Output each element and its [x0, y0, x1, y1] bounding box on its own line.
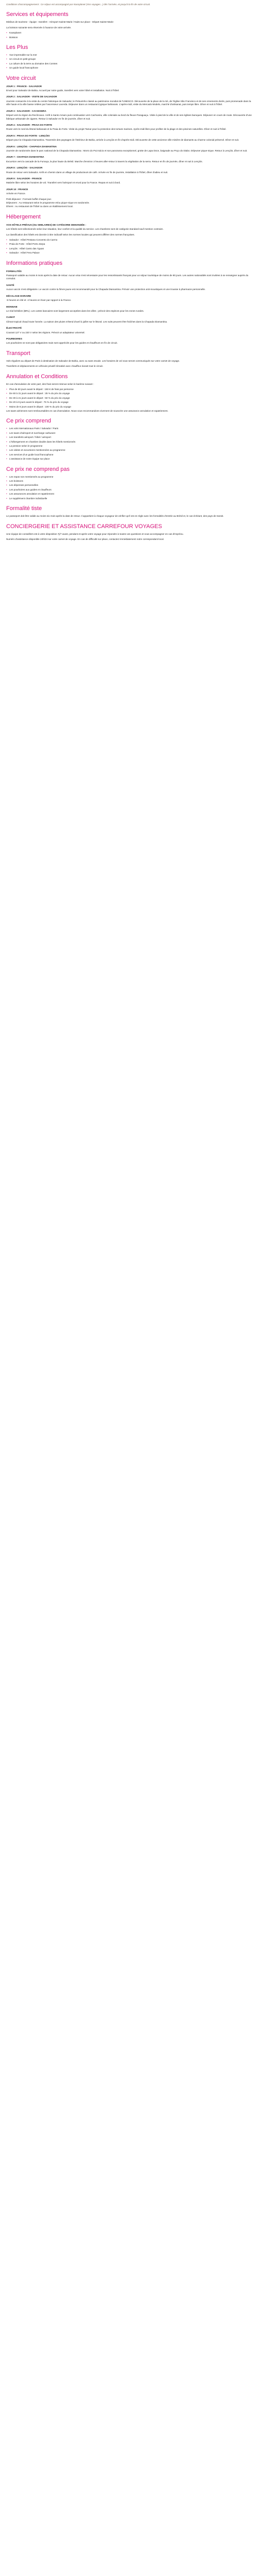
paragraph: La classification des hôtels est donnée à titre indicatif selon les normes locales qui peuvent différer des normes françaises. — [6, 233, 135, 236]
paragraph: Vols réguliers au départ de Paris à destination de Salvador de Bahia, avec ou sans escale. Les horaires de vol vous seront communiqués sur votre carnet de voyage. — [6, 359, 180, 362]
day-heading: JOUR 4 : SALVADOR - PRAIA DO FORTE — [6, 123, 52, 126]
meal-note: Petit déjeuner : Formule buffet chaque jour. — [6, 197, 52, 200]
list-item: • Le supplément chambre individuelle — [6, 497, 252, 500]
list-item: • De 20 à 8 jours avant le départ : 75 % du prix du voyage — [6, 401, 252, 404]
section-title: Informations pratiques — [6, 260, 62, 266]
list-item: • Les pourboires aux guides et chauffeurs — [6, 488, 252, 492]
paragraph: Numéro d'assistance disponible 24h/24 sur votre carnet de voyage. En cas de difficulté sur place, contactez immédiatement notre correspondant local. — [6, 537, 164, 540]
day-heading: JOUR 1 : FRANCE - SALVADOR — [6, 84, 42, 88]
day-text: Départ vers la région du Recôncavo. Arrêt à Santo Amaro puis continuation vers Cachoeira, ville coloniale au bord du fleuve Paraguaçu. Visite à pied de la ville et de ses églises baroques. Déjeuner en cours de route. Découverte d'une fabrique artisanale de cigares. Retour à Salvador en fin de journée, dîner et nuit. — [6, 114, 252, 120]
day-heading: JOUR 6 : LENÇÓIS - CHAPADA DIAMANTINA — [6, 145, 57, 148]
info-heading: POURBOIRES — [6, 337, 22, 340]
list-item: • Les boissons — [6, 480, 252, 483]
section-title: Votre circuit — [6, 75, 36, 81]
paragraph: Minibus de tourisme - équipe : transfert - Aéroport Sainte-Marie / Nuits sur place - Départ Sainte-Marie — [6, 21, 114, 24]
list-item: • Vue imprenable sur la mer — [6, 54, 252, 57]
list-item: • La pension selon le programme — [6, 445, 252, 448]
intro-text: Conditions d'accompagnement : Ce séjour est accompagné par Kaosplanet (Vos voyages...) dès l'arrivée, et jusqu'à la fin de votre circuit. — [6, 3, 151, 6]
list-item: • Les vols internationaux Paris / Salvador / Paris — [6, 427, 252, 430]
document-page — [0, 0, 258, 541]
info-heading: MONNAIE — [6, 305, 18, 308]
day-text: Route vers le nord du littoral bahianais et la Praia do Forte. Visite du projet Tamar pour la protection des tortues marines. Après-midi libre pour profiter de la plage et des piscines naturelles. Dîner et nuit à l'hôtel. — [6, 128, 227, 131]
info-text: Climat tropical chaud toute l'année. La saison des pluies s'étend d'avril à juillet sur le littoral. Les nuits peuvent être fraîches dans la Chapada Diamantina. — [6, 320, 168, 323]
meal-note: Déjeuners : Au restaurant selon le programme et/ou pique-nique en randonnée. — [6, 201, 90, 204]
day-heading: JOUR 5 : PRAIA DO FORTE - LENÇÓIS — [6, 134, 50, 137]
list-item: • Salvador : Hôtel Fera Palace — [6, 251, 252, 255]
list-item: • Plus de 60 jours avant le départ : 150 € de frais par personne — [6, 388, 252, 391]
info-text: Les pourboires ne sont pas obligatoires mais sont appréciés pour les guides et chauffeurs en fin de circuit. — [6, 342, 118, 345]
day-text: Matinée libre selon les horaires de vol. Transfert vers l'aéroport et envol pour la France. Repas et nuit à bord. — [6, 181, 121, 184]
info-heading: CLIMAT — [6, 316, 15, 319]
day-heading: JOUR 7 : CHAPADA DIAMANTINA — [6, 156, 44, 159]
day-text: Excursion vers la cascade de la Fumaça, la plus haute du Brésil. Marche d'environ 3 heures aller-retour à travers la végétation de la serra. Retour en fin de journée, dîner et nuit à Lençóis. — [6, 160, 203, 163]
paragraph: Le passeport doit être valide au moins six mois après la date de retour. Il appartient à chaque voyageur de vérifier qu'il est en règle avec les formalités d'entrée au Brésil et, le cas échéant, des pays de transit. — [6, 515, 224, 518]
list-item: • Les dépenses personnelles — [6, 484, 252, 487]
section-title: Transport — [6, 350, 30, 357]
paragraph: Les taxes aériennes sont remboursables en cas d'annulation. Nous vous recommandons vivement de souscrire une assurance annulation et rapatriement. — [6, 410, 168, 412]
list-item: • Praia do Forte : Hôtel Porto Zarpa — [6, 243, 252, 246]
list-item: • Les transferts aéroport / hôtel / aéroport — [6, 436, 252, 439]
paragraph: En cas d'annulation de votre part, des frais seront retenus selon le barème suivant : — [6, 382, 94, 385]
info-text: Passeport valable au moins 6 mois après la date de retour. Aucun visa n'est nécessaire pour les ressortissants français pour un séjour touristique de moins de 90 jours. Les autres nationalités sont invitées à se renseigner auprès du consulat. — [6, 274, 249, 280]
list-item: • Les repas non mentionnés au programme — [6, 476, 252, 479]
day-text: Départ pour la Chapada Diamantina. Traversée des paysages de l'intérieur de Bahia, arrivée à Lençóis en fin d'après-midi. Découverte de cette ancienne ville minière de diamants au charme colonial préservé. Dîner et nuit. — [6, 139, 239, 142]
paragraph: Une équipe de conseillers est à votre disposition 7j/7 avant, pendant et après votre voyage pour répondre à toutes vos questions et vous accompagner en cas d'imprévu. — [6, 532, 184, 535]
day-heading: JOUR 8 : LENÇÓIS - SALVADOR — [6, 166, 43, 170]
day-text: Arrivée en France. — [6, 192, 26, 195]
section-title: Formalité tiste — [6, 505, 42, 512]
day-text: Journée de randonnée dans le parc national de la Chapada Diamantina : Morro do Pai Inácio et son panorama exceptionnel, grotte de Lapa Doce, baignade au Poço do Diabo. Déjeuner pique-nique. Retour à Lençóis, dîner et nuit. — [6, 149, 248, 152]
paragraph: Transferts et déplacements en véhicule privatif climatisé avec chauffeur durant tout le circuit. — [6, 365, 103, 368]
list-item: • L'hébergement en chambre double dans les hôtels mentionnés — [6, 440, 252, 444]
section-title: Hébergement — [6, 213, 41, 220]
list-item: • De 30 à 21 jours avant le départ : 50 % du prix du voyage — [6, 397, 252, 400]
info-text: Le réal brésilien (BRL). Les cartes bancaires sont largement acceptées dans les villes ; prévoir des espèces pour les zones rurales. — [6, 309, 144, 312]
list-item: • Les services d'un guide local francophone — [6, 453, 252, 456]
section-title: Les Plus — [6, 44, 28, 51]
list-item: • La culture de la terre au domaine des Comtes — [6, 62, 252, 65]
list-item: • Les assurances annulation et rapatriement — [6, 493, 252, 496]
list-item: • Boisson — [6, 36, 252, 39]
info-heading: DÉCALAGE HORAIRE — [6, 294, 31, 297]
info-text: Courant 127 V ou 220 V selon les régions. Prévoir un adaptateur universel. — [6, 331, 85, 334]
info-heading: FORMALITÉS — [6, 269, 22, 273]
info-heading: SANTÉ — [6, 283, 14, 286]
day-text: Journée consacrée à la visite du centre historique de Salvador, le Pelourinho classé au patrimoine mondial de l'UNESCO. Découverte de la place de la Sé, de l'église São Francisco et de ses ornements dorés, puis promenade dans la ville haute et la ville basse reliées par l'ascenseur Lacerda. Déjeuner dans un restaurant typique bahianais. L'après-midi, visite du Mercado Modelo, marché d'artisanat, puis temps libre. Dîner et nuit à l'hôtel. — [6, 99, 251, 106]
list-item: • Un guide local francophone — [6, 66, 252, 70]
info-text: -5 heures en été et -4 heures en hiver par rapport à la France. — [6, 299, 72, 302]
sections-container — [6, 11, 252, 541]
section-subtitle: VOS HÔTELS PRÉVUS (OU SIMILAIRES) DE CATÉGORIE DEMANDÉE : — [6, 223, 86, 226]
list-item: • Moins de 8 jours avant le départ : 100 % du prix du voyage — [6, 405, 252, 409]
section-title: CONCIERGERIE ET ASSISTANCE CARREFOUR VOYAGES — [6, 523, 162, 530]
section-title: Ce prix ne comprend pas — [6, 466, 70, 472]
info-text: Aucun vaccin n'est obligatoire. Le vaccin contre la fièvre jaune est recommandé pour la Chapada Diamantina. Prévoir une protection anti-moustiques et une trousse à pharmacie personnelle. — [6, 288, 206, 291]
section-title: Ce prix comprend — [6, 418, 51, 425]
section-title: Services et équipements — [6, 11, 69, 18]
day-heading: JOUR 9 : SALVADOR - FRANCE — [6, 177, 42, 180]
day-text: Envol pour Salvador de Bahia. Accueil par notre guide, transfert vers votre hôtel et installation. Nuit à l'hôtel. — [6, 89, 120, 92]
list-item: • Kaosplanet — [6, 31, 252, 35]
list-item: • L'assistance de notre équipe sur place — [6, 457, 252, 461]
day-heading: JOUR 2 : SALVADOR - VISITE DE SALVADOR — [6, 95, 57, 98]
list-item: • De 60 à 31 jours avant le départ : 25 % du prix du voyage — [6, 392, 252, 395]
day-heading: JOUR 3 : SALVADOR - CACHOEIRA — [6, 109, 46, 112]
info-heading: ÉLECTRICITÉ — [6, 327, 22, 330]
paragraph: Les hôtels sont sélectionnés selon leur situation, leur confort et la qualité du service. Les chambres sont de catégorie standard sauf mention contraire. — [6, 228, 164, 231]
list-item: • Lençóis : Hôtel Canto das Águas — [6, 247, 252, 250]
list-item: • Un circuit en petit groupe — [6, 58, 252, 61]
meal-note: Dîners : Au restaurant de l'hôtel ou dans un établissement local. — [6, 205, 73, 208]
day-text: Route de retour vers Salvador. Arrêt en chemin dans un village de producteurs de café. Arrivée en fin de journée, installation à l'hôtel, dîner d'adieu et nuit. — [6, 171, 168, 174]
list-item: • Les visites et excursions mentionnées au programme — [6, 449, 252, 452]
list-item: • Salvador : Hôtel Pestana Convento do Carmo — [6, 239, 252, 242]
paragraph: La boisson suivante sera réservée à l'avance de votre arrivée. — [6, 26, 72, 29]
list-item: • Les taxes d'aéroport et surcharge carburant — [6, 432, 252, 435]
section-title: Annulation et Conditions — [6, 373, 68, 380]
day-heading: JOUR 10 : FRANCE — [6, 188, 28, 191]
